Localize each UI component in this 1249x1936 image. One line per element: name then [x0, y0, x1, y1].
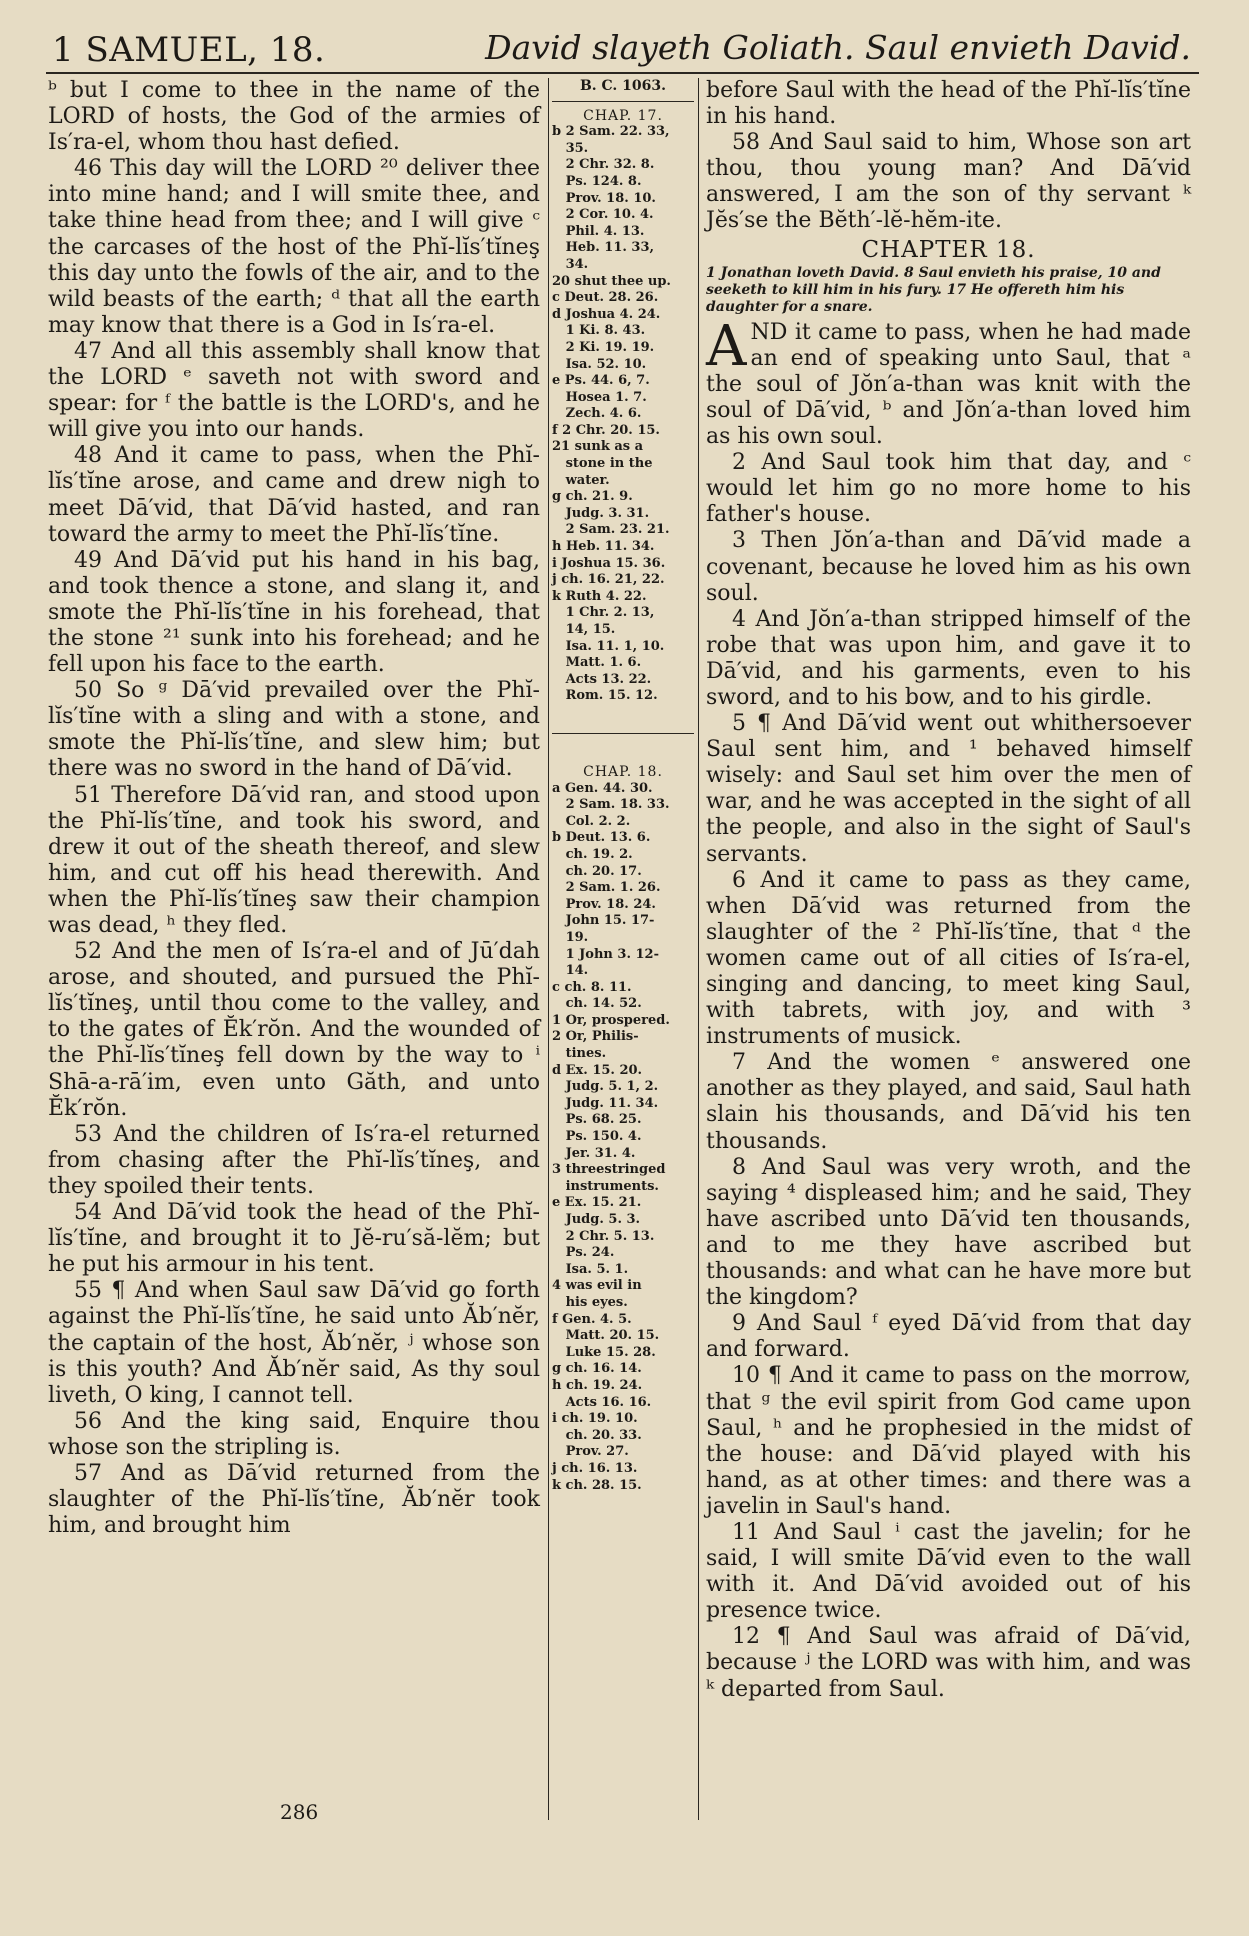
- verse-50: 50 So ᵍ Dā′vid prevailed over the Phĭ-lĭs′tĭne with a sling and with a stone, and smote the Phĭ-lĭs′tĭne, and slew him; but there was no sword in the hand of Dā′vid.: [48, 678, 540, 782]
- reference-entry: 1 John 3. 12-: [552, 946, 659, 962]
- reference-entry: 2 Sam. 23. 21.: [552, 522, 670, 538]
- verse-47: 47 And all this assembly shall know that the LORD ᵉ saveth not with sword and spear: for ᶠ the battle is the LORD's, and he will give you into our hands.: [48, 338, 540, 443]
- verse-53: 53 And the children of Is′ra-el returned from chasing after the Phĭ-lĭs′tĭneş, and they spoiled their tents.: [48, 1121, 540, 1199]
- ref-separator: [552, 101, 694, 102]
- reference-entry: stone in the: [552, 456, 653, 472]
- verse-48: 48 And it came to pass, when the Phĭ-lĭs′tĭne arose, and came and drew nigh to meet Dā′vid, that Dā′vid hasted, and ran toward the army to meet the Phĭ-lĭs′tĭne.: [48, 443, 540, 547]
- reference-entry: 35.: [552, 140, 589, 156]
- reference-entry: k ch. 28. 15.: [552, 1477, 642, 1493]
- reference-entry: 2 Chr. 5. 13.: [552, 1228, 655, 1244]
- date-label: B. C. 1063.: [579, 78, 667, 94]
- reference-entry: Jer. 31. 4.: [552, 1145, 636, 1161]
- chap18-reference-list: [552, 781, 694, 1495]
- reference-entry: j ch. 16. 13.: [552, 1460, 638, 1476]
- header-rule: [46, 72, 1199, 74]
- verse-58: 58 And Saul said to him, Whose son art thou, thou young man? And Dā′vid answered, I am the son of thy servant ᵏ Jĕs′se the Bĕth′-lĕ-hĕm-ite.: [706, 130, 1191, 234]
- reference-entry: his eyes.: [552, 1294, 628, 1310]
- verse-57-end: before Saul with the head of the Phĭ-lĭs′tĭne in his hand.: [706, 78, 1191, 130]
- reference-entry: 1 Chr. 2. 13,: [552, 605, 655, 621]
- reference-entry: h Heb. 11. 34.: [552, 539, 655, 555]
- reference-entry: Hosea 1. 7.: [552, 389, 647, 405]
- reference-entry: Judg. 11. 34.: [552, 1095, 659, 1111]
- reference-entry: f 2 Chr. 20. 15.: [552, 422, 660, 438]
- reference-entry: e Ps. 44. 6, 7.: [552, 373, 650, 389]
- verse-46: 46 This day will the LORD ²⁰ deliver thee into mine hand; and I will smite thee, and take thine head from thee; and I will give ᶜ the carcases of the host of the Phĭ-lĭs′tĭneş this day unto the fowls of the air, and to the wild beasts of the earth; ᵈ that all the earth may know that there is a God in Is′ra-el.: [48, 156, 540, 338]
- verse-11: 11 And Saul ⁱ cast the javelin; for he said, I will smite Dā′vid even to the wall with it. And Dā′vid avoided out of his presence twice.: [706, 1519, 1191, 1624]
- verse-12: 12 ¶ And Saul was afraid of Dā′vid, because ʲ the LORD was with him, and was ᵏ departed from Saul.: [706, 1624, 1191, 1702]
- reference-entry: 2 Sam. 18. 33.: [552, 797, 670, 813]
- reference-entry: Ps. 124. 8.: [552, 173, 642, 189]
- drop-cap: A: [706, 313, 747, 379]
- right-text-column: [706, 78, 1191, 1813]
- ref-separator: [552, 733, 694, 734]
- reference-entry: Zech. 4. 6.: [552, 406, 642, 422]
- reference-entry: Col. 2. 2.: [552, 813, 631, 829]
- verse-4: 4 And Jŏn′a-than stripped himself of the robe that was upon him, and gave it to Dā′vid, and his garments, even to his sword, and to his bow, and to his girdle.: [706, 606, 1191, 710]
- reference-entry: b 2 Sam. 22. 33,: [552, 124, 670, 140]
- reference-entry: Isa. 52. 10.: [552, 356, 647, 372]
- reference-entry: 14.: [552, 963, 589, 979]
- reference-entry: f Gen. 4. 5.: [552, 1311, 632, 1327]
- verse-9: 9 And Saul ᶠ eyed Dā′vid from that day and forward.: [706, 1311, 1191, 1363]
- reference-entry: d Joshua 4. 24.: [552, 306, 661, 322]
- reference-entry: Judg. 3. 31.: [552, 505, 650, 521]
- reference-entry: instruments.: [552, 1178, 659, 1194]
- reference-entry: Luke 15. 28.: [552, 1344, 656, 1360]
- verse-49: 49 And Dā′vid put his hand in his bag, and took thence a stone, and slang it, and smote the Phĭ-lĭs′tĭne in his forehead, that the stone ²¹ sunk into his forehead; and he fell upon his face to the earth.: [48, 547, 540, 678]
- chap17-reference-list: [552, 124, 694, 705]
- reference-entry: 1 Or, prospered.: [552, 1012, 670, 1028]
- reference-entry: John 15. 17-: [552, 913, 655, 929]
- chapter18-verses: [706, 450, 1191, 1703]
- verse-10: 10 ¶ And it came to pass on the morrow, that ᵍ the evil spirit from God came upon Saul, ʰ and he prophesied in the midst of the house: and Dā′vid played with his hand, as at other times: and there was a javelin in Saul's hand.: [706, 1363, 1191, 1519]
- reference-entry: ch. 20. 33.: [552, 1427, 642, 1443]
- reference-entry: 2 Ki. 19. 19.: [552, 339, 655, 355]
- verse-56: 56 And the king said, Enquire thou whose son the stripling is.: [48, 1408, 540, 1460]
- verse-55: 55 ¶ And when Saul saw Dā′vid go forth against the Phĭ-lĭs′tĭne, he said unto Ăb′nĕr, the captain of the host, Ăb′nĕr, ʲ whose son is this youth? And Ăb′nĕr said, As thy soul liveth, O king, I cannot tell.: [48, 1278, 540, 1408]
- reference-entry: Ps. 24.: [552, 1245, 615, 1261]
- chap18-ref-label: CHAP. 18.: [583, 763, 663, 780]
- reference-entry: Ps. 150. 4.: [552, 1129, 642, 1145]
- reference-entry: ch. 14. 52.: [552, 996, 642, 1012]
- left-text-column: [48, 78, 540, 1813]
- reference-entry: Phil. 4. 13.: [552, 223, 645, 239]
- reference-entry: j ch. 16. 21, 22.: [552, 572, 665, 588]
- reference-entry: Acts 13. 22.: [552, 671, 652, 687]
- verse-57: 57 And as Dā′vid returned from the slaughter of the Phĭ-lĭs′tĭne, Ăb′nĕr took him, and brought him: [48, 1460, 540, 1539]
- reference-entry: Acts 16. 16.: [552, 1394, 652, 1410]
- reference-entry: g ch. 16. 14.: [552, 1361, 642, 1377]
- chap17-ref-label: CHAP. 17.: [583, 107, 663, 124]
- reference-entry: Judg. 5. 3.: [552, 1212, 641, 1227]
- chapter-summary: 1 Jonathan loveth David. 8 Saul envieth his praise, 10 and seeketh to kill him in his fury. 17 He offereth him his daughter for a snare.: [706, 264, 1161, 315]
- reference-entry: Prov. 18. 24.: [552, 896, 656, 912]
- reference-entry: i ch. 19. 10.: [552, 1411, 638, 1427]
- reference-entry: c Deut. 28. 26.: [552, 290, 659, 306]
- reference-entry: c ch. 8. 11.: [552, 979, 632, 995]
- reference-entry: Judg. 5. 1, 2.: [552, 1079, 659, 1095]
- verse-51: 51 Therefore Dā′vid ran, and stood upon the Phĭ-lĭs′tĭne, and took his sword, and drew it out of the sheath thereof, and slew him, and cut off his head therewith. And when the Phĭ-lĭs′tĭneş saw their champion was dead, ʰ they fled.: [48, 782, 540, 938]
- reference-entry: 20 shut thee up.: [552, 273, 671, 289]
- verse-45-end: ᵇ but I come to thee in the name of the LORD of hosts, the God of the armies of Is′ra-el, whom thou hast defied.: [48, 78, 540, 156]
- verse-1: [706, 313, 1191, 450]
- verse-6: 6 And it came to pass as they came, when Dā′vid was returned from the slaughter of the ² Phĭ-lĭs′tĭne, that ᵈ the women came out of all cities of Is′ra-el, singing and dancing, to meet king Saul, with tabrets, with joy, and with ³ instruments of musick.: [706, 867, 1191, 1050]
- running-head: David slayeth Goliath. Saul envieth David.: [485, 28, 1191, 67]
- verse-2: 2 And Saul took him that day, and ᶜ would let him go no more home to his father's house.: [706, 450, 1191, 528]
- verse-1-text: ND it came to pass, when he had made an end of speaking unto Saul, that ᵃ the soul of Jŏn′a-than was knit with the soul of Dā′vid, ᵇ and Jŏn′a-than loved him as his own soul.: [706, 319, 1191, 450]
- verse-52: 52 And the men of Is′ra-el and of Jū′dah arose, and shouted, and pursued the Phĭ-lĭs′tĭneş, until thou come to the valley, and to the gates of Ĕk′rŏn. And the wounded of the Phĭ-lĭs′tĭneş fell down by the way to ⁱ Shā-a-rā′im, even unto Găth, and unto Ĕk′rŏn.: [48, 939, 540, 1121]
- reference-entry: a Gen. 44. 30.: [552, 780, 653, 796]
- verse-5: 5 ¶ And Dā′vid went out whithersoever Saul sent him, and ¹ behaved himself wisely: and Saul set him over the men of war, and he was accepted in the sight of all the people, and also in the sight of Saul's servants.: [706, 711, 1191, 867]
- cross-reference-column: [552, 78, 694, 1494]
- reference-entry: Prov. 18. 10.: [552, 190, 656, 206]
- reference-entry: 1 Ki. 8. 43.: [552, 323, 646, 339]
- reference-entry: Ps. 68. 25.: [552, 1112, 642, 1128]
- verse-7: 7 And the women ᵉ answered one another as they played, and said, Saul hath slain his thousands, and Dā′vid his ten thousands.: [706, 1050, 1191, 1154]
- verse-8: 8 And Saul was very wroth, and the saying ⁴ displeased him; and he said, They have ascribed unto Dā′vid ten thousands, and to me they have ascribed but thousands: and what can he have more but the kingdom?: [706, 1154, 1191, 1311]
- verse-3: 3 Then Jŏn′a-than and Dā′vid made a covenant, because he loved him as his own soul.: [706, 528, 1191, 606]
- reference-entry: b Deut. 13. 6.: [552, 830, 651, 846]
- reference-entry: tines.: [552, 1046, 607, 1062]
- reference-entry: h ch. 19. 24.: [552, 1377, 643, 1393]
- reference-entry: ch. 20. 17.: [552, 863, 642, 879]
- reference-entry: k Ruth 4. 22.: [552, 588, 647, 604]
- reference-entry: water.: [552, 472, 610, 488]
- column-divider-right: [698, 78, 699, 1820]
- reference-entry: Matt. 1. 6.: [552, 655, 642, 671]
- reference-entry: e Ex. 15. 21.: [552, 1195, 642, 1211]
- reference-entry: Rom. 15. 12.: [552, 688, 658, 704]
- reference-entry: 3 threestringed: [552, 1162, 666, 1178]
- reference-entry: Heb. 11. 33,: [552, 240, 655, 256]
- reference-entry: 21 sunk as a: [552, 439, 644, 455]
- reference-entry: d Ex. 15. 20.: [552, 1062, 643, 1078]
- reference-entry: g ch. 21. 9.: [552, 489, 633, 505]
- reference-entry: 2 Chr. 32. 8.: [552, 157, 655, 173]
- reference-entry: Isa. 5. 1.: [552, 1261, 629, 1277]
- reference-entry: i Joshua 15. 36.: [552, 555, 666, 571]
- page-number: 286: [280, 1800, 319, 1824]
- reference-entry: 34.: [552, 256, 589, 272]
- reference-entry: 4 was evil in: [552, 1278, 642, 1294]
- reference-entry: 2 Cor. 10. 4.: [552, 207, 654, 223]
- reference-entry: 2 Or, Philis-: [552, 1029, 639, 1045]
- reference-entry: 14, 15.: [552, 622, 616, 637]
- reference-entry: Matt. 20. 15.: [552, 1328, 660, 1344]
- reference-entry: 2 Sam. 1. 26.: [552, 880, 661, 896]
- column-divider-left: [548, 78, 549, 1820]
- reference-entry: Isa. 11. 1, 10.: [552, 638, 665, 654]
- chapter-heading: CHAPTER 18.: [861, 236, 1036, 263]
- reference-entry: Prov. 27.: [552, 1444, 629, 1460]
- reference-entry: ch. 19. 2.: [552, 846, 633, 862]
- book-chapter-title: 1 SAMUEL, 18.: [52, 30, 326, 70]
- reference-entry: 19.: [552, 929, 589, 945]
- verse-54: 54 And Dā′vid took the head of the Phĭ-lĭs′tĭne, and brought it to Jĕ-ru′să-lĕm; but he put his armour in his tent.: [48, 1200, 540, 1278]
